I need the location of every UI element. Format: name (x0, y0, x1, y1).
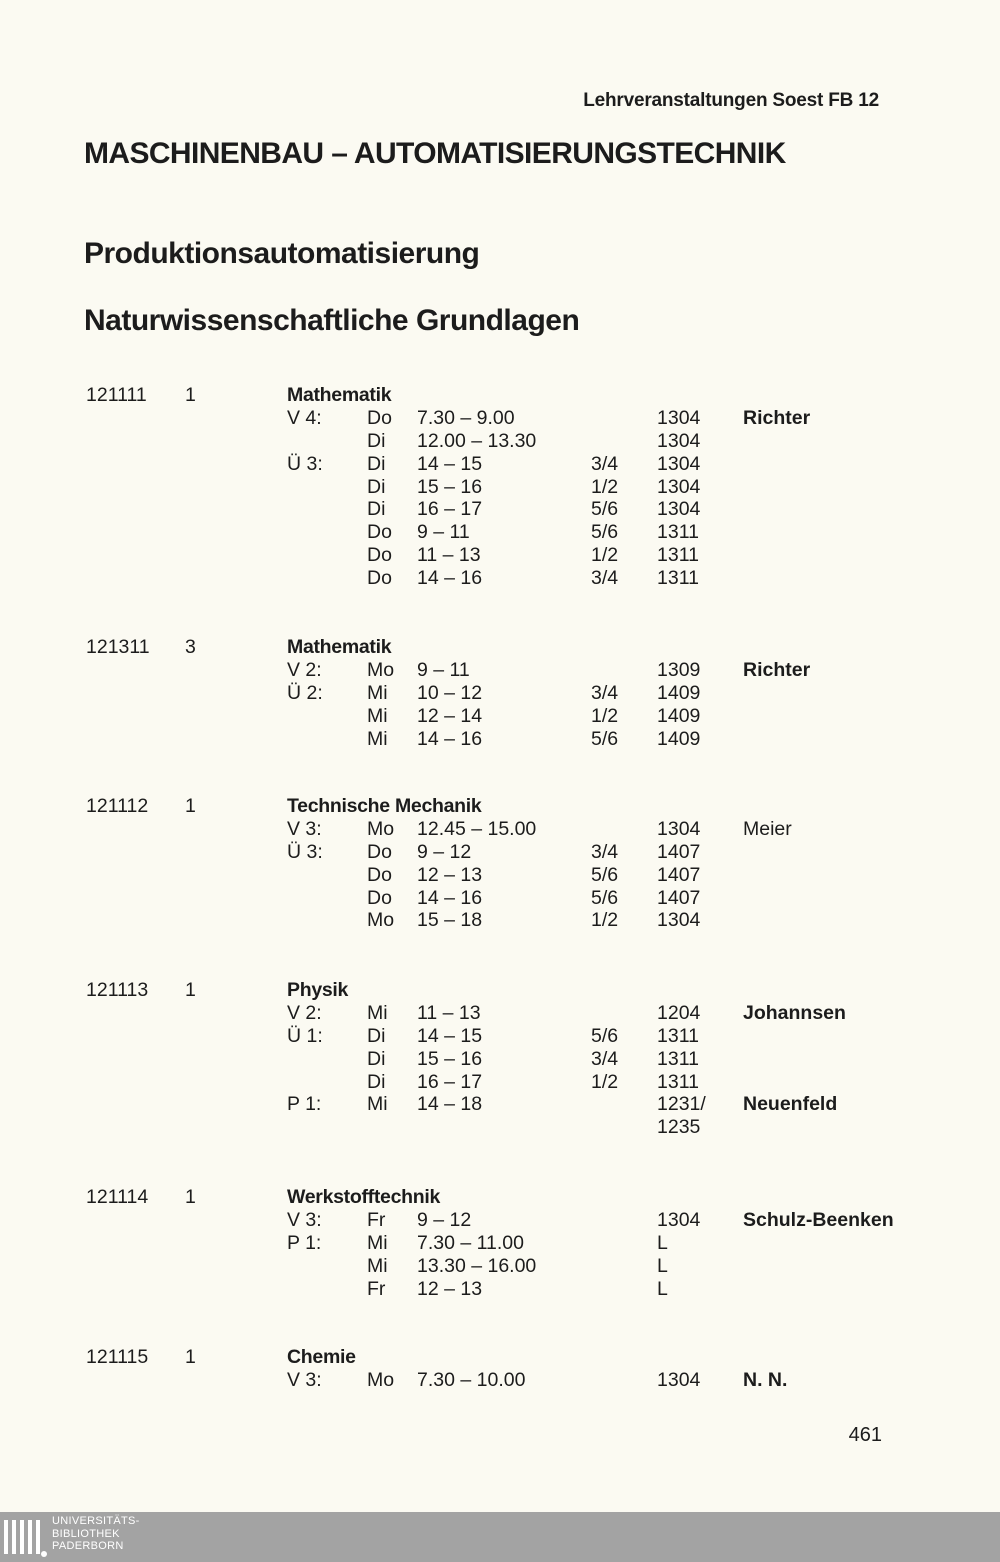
session-room: 1304 (657, 909, 701, 932)
session-time: 7.30 – 9.00 (417, 406, 515, 429)
schedule-row (0, 1116, 1000, 1139)
schedule-row (0, 453, 1000, 476)
session-room: 1231/ (657, 1093, 706, 1116)
session-type: P 1: (287, 1093, 322, 1116)
schedule-row (0, 407, 1000, 430)
session-time: 11 – 13 (417, 544, 481, 567)
library-name-line: PADERBORN (52, 1540, 124, 1552)
course-block (0, 1186, 1000, 1300)
session-day: Do (367, 840, 392, 863)
session-day: Mi (367, 1231, 388, 1254)
session-time: 9 – 11 (417, 521, 470, 544)
schedule-row (0, 521, 1000, 544)
course-header-row (0, 795, 1000, 818)
session-group: 3/4 (591, 1047, 619, 1070)
library-name-line: UNIVERSITÄTS- (52, 1515, 140, 1527)
schedule-row (0, 728, 1000, 751)
session-group: 5/6 (591, 863, 619, 886)
session-group: 5/6 (591, 886, 619, 909)
course-number: 121311 (86, 636, 150, 658)
schedule-row (0, 544, 1000, 567)
course-number: 121111 (86, 384, 147, 406)
course-semester: 1 (185, 1346, 196, 1368)
lecturer-name: Johannsen (743, 1001, 846, 1024)
session-group: 3/4 (591, 681, 619, 704)
session-time: 9 – 12 (417, 840, 472, 863)
schedule-row (0, 430, 1000, 453)
session-day: Mi (367, 1001, 388, 1024)
session-day: Di (367, 452, 386, 475)
course-title: Mathematik (287, 636, 392, 658)
session-time: 14 – 15 (417, 452, 483, 475)
course-number: 121115 (86, 1346, 149, 1368)
schedule-row (0, 567, 1000, 590)
lecturer-name: Meier (743, 817, 792, 840)
session-group: 3/4 (591, 452, 619, 475)
session-room: 1409 (657, 704, 701, 727)
session-day: Do (367, 521, 392, 544)
session-type: Ü 2: (287, 681, 323, 704)
course-block (0, 1346, 1000, 1392)
session-type: V 3: (287, 1368, 322, 1391)
schedule-row (0, 498, 1000, 521)
session-day: Mo (367, 817, 395, 840)
course-title: Werkstofftechnik (287, 1186, 441, 1208)
session-room: 1235 (657, 1116, 701, 1139)
session-room: 1304 (657, 1368, 701, 1391)
course-semester: 3 (185, 636, 196, 658)
course-title: Physik (287, 979, 349, 1001)
lecturer-name: Neuenfeld (743, 1093, 838, 1116)
session-room: 1304 (657, 817, 701, 840)
session-room: 1304 (657, 406, 701, 429)
session-room: 1304 (657, 498, 701, 521)
session-room: 1311 (657, 1047, 699, 1070)
lecturer-name: Schulz-Beenken (743, 1208, 894, 1231)
session-group: 1/2 (591, 1070, 619, 1093)
session-room: 1311 (657, 567, 699, 590)
session-type: P 1: (287, 1231, 322, 1254)
library-name-line: BIBLIOTHEK (52, 1527, 120, 1540)
session-time: 16 – 17 (417, 1070, 483, 1093)
session-room: L (657, 1231, 668, 1254)
schedule-row (0, 1278, 1000, 1301)
session-room: 1409 (657, 727, 701, 750)
schedule-row (0, 1255, 1000, 1278)
session-day: Mo (367, 909, 395, 932)
schedule-row (0, 705, 1000, 728)
lecturer-name: Richter (743, 406, 811, 429)
schedule-row (0, 841, 1000, 864)
session-room: 1304 (657, 475, 701, 498)
session-room: L (657, 1254, 668, 1277)
session-time: 12 – 14 (417, 704, 483, 727)
session-room: 1407 (657, 886, 701, 909)
session-type: V 3: (287, 817, 322, 840)
session-type: V 3: (287, 1208, 322, 1231)
session-day: Fr (367, 1208, 386, 1231)
subsection-title: Naturwissenschaftliche Grundlagen (84, 304, 580, 337)
session-day: Mo (367, 658, 395, 681)
session-time: 14 – 16 (417, 886, 483, 909)
session-time: 14 – 18 (417, 1093, 483, 1116)
session-time: 12 – 13 (417, 1277, 483, 1300)
schedule-row (0, 864, 1000, 887)
session-room: 1407 (657, 863, 701, 886)
course-semester: 1 (185, 1186, 196, 1208)
session-day: Di (367, 429, 386, 452)
session-time: 11 – 13 (417, 1001, 481, 1024)
session-type: Ü 3: (287, 840, 323, 863)
course-header-row (0, 636, 1000, 659)
course-number: 121114 (86, 1186, 149, 1208)
session-day: Mo (367, 1368, 395, 1391)
session-time: 13.30 – 16.00 (417, 1254, 537, 1277)
session-room: 1311 (657, 1070, 699, 1093)
session-time: 12.45 – 15.00 (417, 817, 537, 840)
schedule-row (0, 1209, 1000, 1232)
schedule-row (0, 909, 1000, 932)
session-day: Mi (367, 681, 388, 704)
course-header-row (0, 1186, 1000, 1209)
session-group: 1/2 (591, 704, 619, 727)
schedule-row (0, 1232, 1000, 1255)
session-type: V 4: (287, 406, 322, 429)
course-block (0, 795, 1000, 932)
session-day: Mi (367, 704, 388, 727)
session-day: Mi (367, 727, 388, 750)
session-room: 1311 (657, 544, 699, 567)
session-room: 1311 (657, 521, 699, 544)
session-day: Do (367, 567, 392, 590)
schedule-row (0, 1048, 1000, 1071)
session-time: 15 – 18 (417, 909, 483, 932)
session-type: V 2: (287, 658, 322, 681)
session-type: Ü 3: (287, 452, 323, 475)
section-title: Produktionsautomatisierung (84, 237, 480, 270)
schedule-row (0, 818, 1000, 841)
lecturer-name: N. N. (743, 1368, 788, 1391)
schedule-row (0, 1093, 1000, 1116)
course-semester: 1 (185, 979, 196, 1001)
session-group: 3/4 (591, 567, 619, 590)
course-header-row (0, 384, 1000, 407)
course-semester: 1 (185, 384, 196, 406)
session-group: 5/6 (591, 727, 619, 750)
session-time: 14 – 16 (417, 567, 483, 590)
session-group: 5/6 (591, 498, 619, 521)
course-title: Technische Mechanik (287, 795, 482, 817)
main-title: MASCHINENBAU – AUTOMATISIERUNGSTECHNIK (84, 137, 786, 170)
session-day: Di (367, 1070, 386, 1093)
session-day: Mi (367, 1254, 388, 1277)
session-day: Mi (367, 1093, 388, 1116)
schedule-row (0, 659, 1000, 682)
session-group: 1/2 (591, 544, 619, 567)
schedule-row (0, 1002, 1000, 1025)
session-day: Do (367, 886, 392, 909)
session-group: 5/6 (591, 1024, 619, 1047)
session-room: L (657, 1277, 668, 1300)
session-day: Fr (367, 1277, 386, 1300)
library-name (52, 1515, 140, 1553)
session-time: 7.30 – 10.00 (417, 1368, 526, 1391)
session-type: Ü 1: (287, 1024, 323, 1047)
session-room: 1407 (657, 840, 701, 863)
session-group: 1/2 (591, 475, 619, 498)
session-time: 9 – 12 (417, 1208, 472, 1231)
session-day: Di (367, 1024, 386, 1047)
session-time: 12 – 13 (417, 863, 483, 886)
running-header: Lehrveranstaltungen Soest FB 12 (583, 90, 879, 111)
schedule-row (0, 1071, 1000, 1094)
session-time: 9 – 11 (417, 658, 470, 681)
session-day: Di (367, 1047, 386, 1070)
session-room: 1304 (657, 1208, 701, 1231)
course-block (0, 636, 1000, 750)
schedule-row (0, 1025, 1000, 1048)
course-title: Chemie (287, 1346, 356, 1368)
session-time: 14 – 16 (417, 727, 483, 750)
session-room: 1304 (657, 452, 701, 475)
session-day: Di (367, 498, 386, 521)
schedule-row (0, 887, 1000, 910)
session-day: Do (367, 544, 392, 567)
course-number: 121113 (86, 979, 149, 1001)
course-semester: 1 (185, 795, 196, 817)
course-header-row (0, 1346, 1000, 1369)
session-group: 5/6 (591, 521, 619, 544)
session-room: 1311 (657, 1024, 699, 1047)
session-group: 1/2 (591, 909, 619, 932)
schedule-row (0, 1369, 1000, 1392)
session-day: Do (367, 863, 392, 886)
session-room: 1204 (657, 1001, 701, 1024)
session-time: 15 – 16 (417, 1047, 483, 1070)
page-number: 461 (848, 1424, 882, 1446)
session-time: 10 – 12 (417, 681, 483, 704)
session-day: Do (367, 406, 392, 429)
session-room: 1304 (657, 429, 701, 452)
library-logo-icon (4, 1516, 48, 1558)
course-title: Mathematik (287, 384, 392, 406)
course-block (0, 979, 1000, 1139)
schedule-row (0, 476, 1000, 499)
session-group: 3/4 (591, 840, 619, 863)
course-header-row (0, 979, 1000, 1002)
session-time: 16 – 17 (417, 498, 483, 521)
session-room: 1409 (657, 681, 701, 704)
course-number: 121112 (86, 795, 149, 817)
session-time: 15 – 16 (417, 475, 483, 498)
session-room: 1309 (657, 658, 701, 681)
session-day: Di (367, 475, 386, 498)
course-block (0, 384, 1000, 590)
session-time: 12.00 – 13.30 (417, 429, 537, 452)
session-type: V 2: (287, 1001, 322, 1024)
schedule-row (0, 682, 1000, 705)
library-footer (0, 1512, 1000, 1562)
session-time: 7.30 – 11.00 (417, 1231, 524, 1254)
session-time: 14 – 15 (417, 1024, 483, 1047)
lecturer-name: Richter (743, 658, 811, 681)
